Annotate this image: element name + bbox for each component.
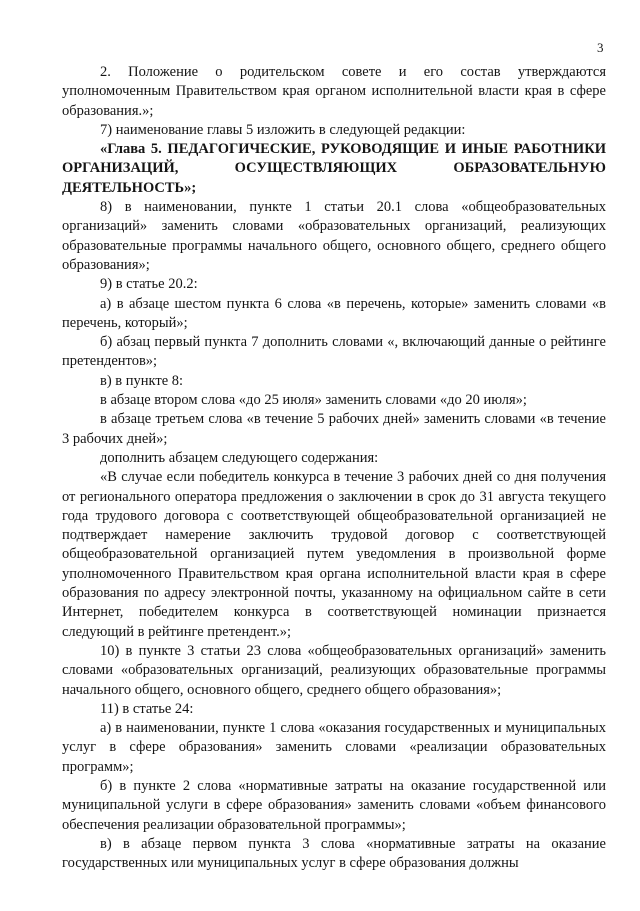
paragraph-item-9v-add: дополнить абзацем следующего содержания: [100, 449, 379, 466]
paragraph-item-9v: в) в пункте 8: [100, 372, 184, 389]
paragraph-item-8: 8) в наименовании, пункте 1 статьи 20.1 слова «общеобразовательных организаций» заменить словами «образовательных организаций, реализующих образовательные программы начального общего, основного общего, среднего общего образования»; [62, 199, 606, 273]
paragraph-council-regulation: 2. Положение о родительском совете и его состав утверждаются уполномоченным Правительством края органом исполнительной власти края в сфере образования.»; [62, 64, 606, 119]
paragraph-item-10: 10) в пункте 3 статьи 23 слова «общеобразовательных организаций» заменить словами «образовательных организаций, реализующих образовательные программы начального общего, основного общего, среднего общего образования»; [62, 642, 606, 698]
chapter-5-title: «Глава 5. ПЕДАГОГИЧЕСКИЕ, РУКОВОДЯЩИЕ И ИНЫЕ РАБОТНИКИ ОРГАНИЗАЦИЙ, ОСУЩЕСТВЛЯЮЩИХ ОБРАЗОВАТЕЛЬНУЮ ДЕЯТЕЛЬНОСТЬ»; [62, 141, 606, 196]
paragraph-item-11v: в) в абзаце первом пункта 3 слова «нормативные затраты на оказание государственных или муниципальных услуг в сфере образования должны [62, 835, 606, 872]
paragraph-item-9b: б) абзац первый пункта 7 дополнить словами «, включающий данные о рейтинге претендентов»; [62, 334, 606, 370]
paragraph-new-abzac: «В случае если победитель конкурса в течение 3 рабочих дней со дня получения от регионального оператора предложения о заключении в срок до 31 августа текущего года трудового договора с соответствующей общеобразовательной организацией не подтверждает намерение заключить трудовой договор с соответствующей общеобразовательной организацией путем уведомления в произвольной форме уполномоченного Правительством края органа исполнительной власти края в сфере образования по адресу электронной почты, указанному на официальном сайте в сети Интернет, победителем конкурса в соответствующей номинации признается следующий в рейтинге претендент.»; [62, 469, 606, 640]
paragraph-item-7: 7) наименование главы 5 изложить в следующей редакции: [100, 121, 466, 138]
paragraph-item-9a: а) в абзаце шестом пункта 6 слова «в перечень, которые» заменить словами «в перечень, который»; [62, 295, 606, 331]
paragraph-item-9: 9) в статье 20.2: [100, 276, 198, 293]
paragraph-item-11: 11) в статье 24: [100, 700, 194, 717]
paragraph-item-11b: б) в пункте 2 слова «нормативные затраты на оказание государственной или муниципальной услуги в сфере образования» заменить словами «объем финансового обеспечения реализации образовательной программы»; [62, 777, 606, 833]
page-number: 3 [597, 40, 604, 55]
paragraph-item-9v-third: в абзаце третьем слова «в течение 5 рабочих дней» заменить словами «в течение 3 рабочих дней»; [62, 411, 606, 447]
paragraph-item-9v-second: в абзаце втором слова «до 25 июля» заменить словами «до 20 июля»; [100, 392, 527, 409]
document-body [62, 63, 606, 873]
paragraph-item-11a: а) в наименовании, пункте 1 слова «оказания государственных и муниципальных услуг в сфере образования» заменить словами «реализации образовательных программ»; [62, 720, 606, 775]
